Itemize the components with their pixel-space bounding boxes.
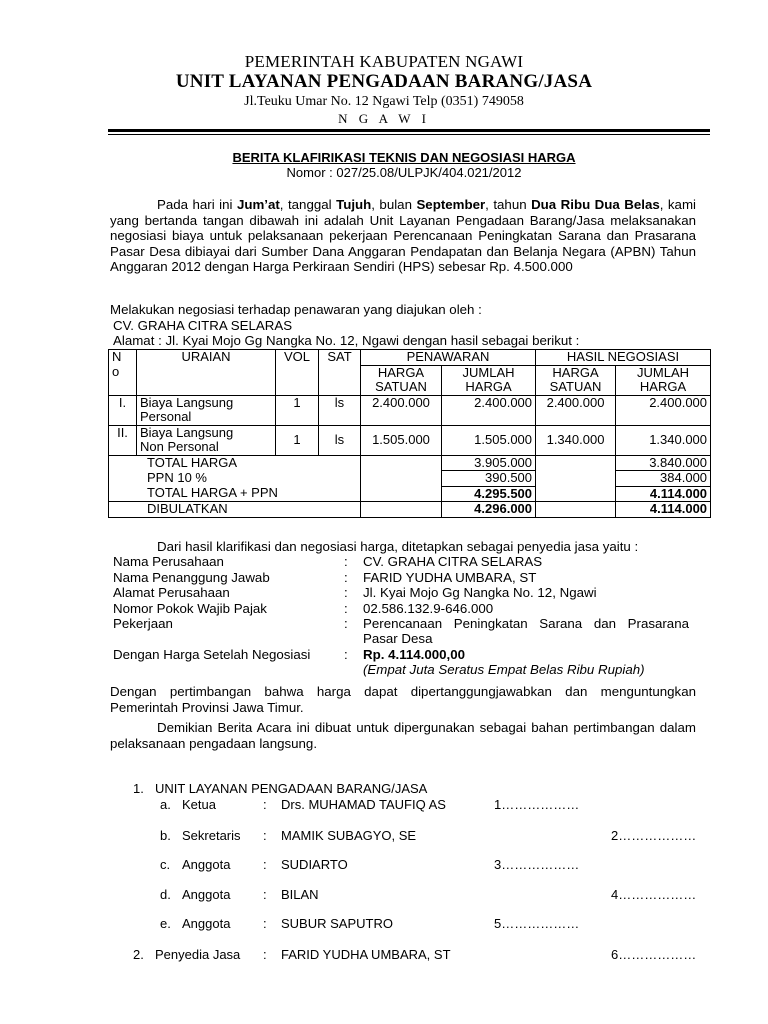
header-rule-thick [108,129,710,132]
group-title: UNIT LAYANAN PENGADAAN BARANG/JASA [155,781,428,796]
member-letter: a. [160,797,171,812]
field-colon: : [344,585,348,600]
rounded-negosiasi: 4.114.000 [616,502,711,518]
table-row [109,425,711,455]
member-colon: : [263,857,267,872]
opening-paragraph: Pada hari ini Jum’at, tanggal Tujuh, bulan September, tahun Dua Ribu Dua Belas, kami yang bertanda tangan dibawah ini adalah Unit Layanan Pengadaan Barang/Jasa melaksanakan negosiasi biaya untuk pelaksanaan pekerjaan Perencanaan Peningkatan Sarana dan Prasarana Pasar Desa dibiayai dari Sumber Dana Anggaran Pendapatan dan Belanja Negara (APBN) Tahun Anggaran 2012 dengan Harga Perkiraan Sendiri (HPS) sebesar Rp. 4.500.000 [110,197,696,275]
header-uraian: URAIAN [137,350,276,396]
total-row [109,455,711,471]
member-letter: d. [160,887,171,902]
negotiation-intro: Melakukan negosiasi terhadap penawaran yang diajukan oleh : [110,302,482,317]
member-name: Drs. MUHAMAD TAUFIQ AS [281,797,446,812]
group-number: 1. [133,781,144,796]
field-colon: : [344,570,348,585]
field-value: Jl. Kyai Mojo Gg Nangka No. 12, Ngawi [363,585,597,600]
row-penawaran-satuan: 2.400.000 [361,395,442,425]
closing-paragraph-2: Demikian Berita Acara ini dibuat untuk dipergunakan sebagai bahan pertimbangan dalam pelaksanaan pengadaan langsung. [110,720,696,751]
field-colon: : [344,647,348,662]
row-penawaran-jumlah: 2.400.000 [442,395,536,425]
header-penawaran: PENAWARAN [361,350,536,366]
signature-slot: 6……………… [611,947,697,962]
document-number: Nomor : 027/25.08/ULPJK/404.021/2012 [286,165,522,180]
header-city: N G A W I [338,111,430,126]
rounded-label: DIBULATKAN [109,502,361,518]
member-colon: : [263,916,267,931]
signature-slot: 2……………… [611,828,697,843]
member-role: Sekretaris [182,828,241,843]
total-ppn-negosiasi: 4.114.000 [616,486,711,502]
negotiation-company: CV. GRAHA CITRA SELARAS [113,318,293,333]
field-colon: : [344,554,348,569]
row-no: I. [109,395,137,425]
member-letter: c. [160,857,171,872]
row-penawaran-satuan: 1.505.000 [361,425,442,455]
row-negosiasi-satuan: 2.400.000 [536,395,616,425]
result-intro: Dari hasil klarifikasi dan negosiasi harga, ditetapkan sebagai penyedia jasa yaitu : [157,539,639,554]
header-harga-satuan-nego: HARGA SATUAN [536,365,616,395]
field-colon: : [344,601,348,616]
total-ppn-row [109,486,711,502]
field-value: 02.586.132.9-646.000 [363,601,494,616]
header-vol: VOL [276,350,319,396]
row-penawaran-jumlah: 1.505.000 [442,425,536,455]
row-negosiasi-satuan: 1.340.000 [536,425,616,455]
member-name: BILAN [281,887,319,902]
row-vol: 1 [276,395,319,425]
field-label: Dengan Harga Setelah Negosiasi [113,647,311,662]
signature-slot: 5……………… [494,916,580,931]
header-rule-thin [108,134,710,135]
member-role: Anggota [182,857,231,872]
provider-role: Penyedia Jasa [155,947,241,962]
total-penawaran: 3.905.000 [442,455,536,471]
field-value: CV. GRAHA CITRA SELARAS [363,554,543,569]
table-row [109,395,711,425]
field-label: Nomor Pokok Wajib Pajak [113,601,267,616]
row-sat: ls [319,395,361,425]
document-title: BERITA KLAFIRIKASI TEKNIS DAN NEGOSIASI HARGA [232,150,576,165]
row-vol: 1 [276,425,319,455]
member-letter: b. [160,828,171,843]
field-value-words: (Empat Juta Seratus Empat Belas Ribu Rupiah) [363,662,645,677]
provider-colon: : [263,947,267,962]
row-uraian: Biaya Langsung Non Personal [137,425,276,455]
member-role: Ketua [182,797,216,812]
member-colon: : [263,887,267,902]
header-hasil-negosiasi: HASIL NEGOSIASI [536,350,711,366]
field-label: Alamat Perusahaan [113,585,230,600]
member-role: Anggota [182,887,231,902]
negotiation-address: Alamat : Jl. Kyai Mojo Gg Nangka No. 12, Ngawi dengan hasil sebagai berikut : [113,333,580,348]
group-number: 2. [133,947,144,962]
header-no: N o [109,350,137,396]
rounded-penawaran: 4.296.000 [442,502,536,518]
member-colon: : [263,797,267,812]
signature-slot: 3……………… [494,857,580,872]
header-jumlah-harga: JUMLAH HARGA [442,365,536,395]
field-colon: : [344,616,348,631]
row-sat: ls [319,425,361,455]
header-sat: SAT [319,350,361,396]
field-value-cont: Pasar Desa [363,631,433,646]
field-label: Nama Perusahaan [113,554,224,569]
header-unit: UNIT LAYANAN PENGADAAN BARANG/JASA [175,71,593,92]
rounded-row [109,502,711,518]
total-ppn-label: TOTAL HARGA + PPN [109,486,361,502]
row-negosiasi-jumlah: 2.400.000 [616,395,711,425]
member-name: SUBUR SAPUTRO [281,916,393,931]
member-colon: : [263,828,267,843]
header-address: Jl.Teuku Umar No. 12 Ngawi Telp (0351) 749058 [244,94,524,109]
field-value: FARID YUDHA UMBARA, ST [363,570,537,585]
member-letter: e. [160,916,171,931]
member-role: Anggota [182,916,231,931]
signature-slot: 4……………… [611,887,697,902]
total-negosiasi: 3.840.000 [616,455,711,471]
provider-name: FARID YUDHA UMBARA, ST [281,947,451,962]
header-harga-satuan: HARGA SATUAN [361,365,442,395]
field-value: Rp. 4.114.000,00 [363,647,466,662]
ppn-label: PPN 10 % [109,471,361,487]
row-negosiasi-jumlah: 1.340.000 [616,425,711,455]
field-label: Nama Penanggung Jawab [113,570,270,585]
field-label: Pekerjaan [113,616,173,631]
closing-paragraph-1: Dengan pertimbangan bahwa harga dapat dipertanggungjawabkan dan menguntungkan Pemerintah Provinsi Jawa Timur. [110,684,696,715]
total-ppn-penawaran: 4.295.500 [442,486,536,502]
ppn-negosiasi: 384.000 [616,471,711,487]
row-uraian: Biaya Langsung Personal [137,395,276,425]
ppn-penawaran: 390.500 [442,471,536,487]
member-name: MAMIK SUBAGYO, SE [281,828,417,843]
table-header-row [109,350,711,366]
negotiation-table [108,349,711,518]
header-government: PEMERINTAH KABUPATEN NGAWI [244,52,524,71]
total-label: TOTAL HARGA [109,455,361,471]
member-name: SUDIARTO [281,857,348,872]
signature-slot: 1……………… [494,797,580,812]
row-no: II. [109,425,137,455]
header-jumlah-harga-nego: JUMLAH HARGA [616,365,711,395]
field-value: Perencanaan Peningkatan Sarana dan Prasarana [363,616,689,631]
ppn-row [109,471,711,487]
